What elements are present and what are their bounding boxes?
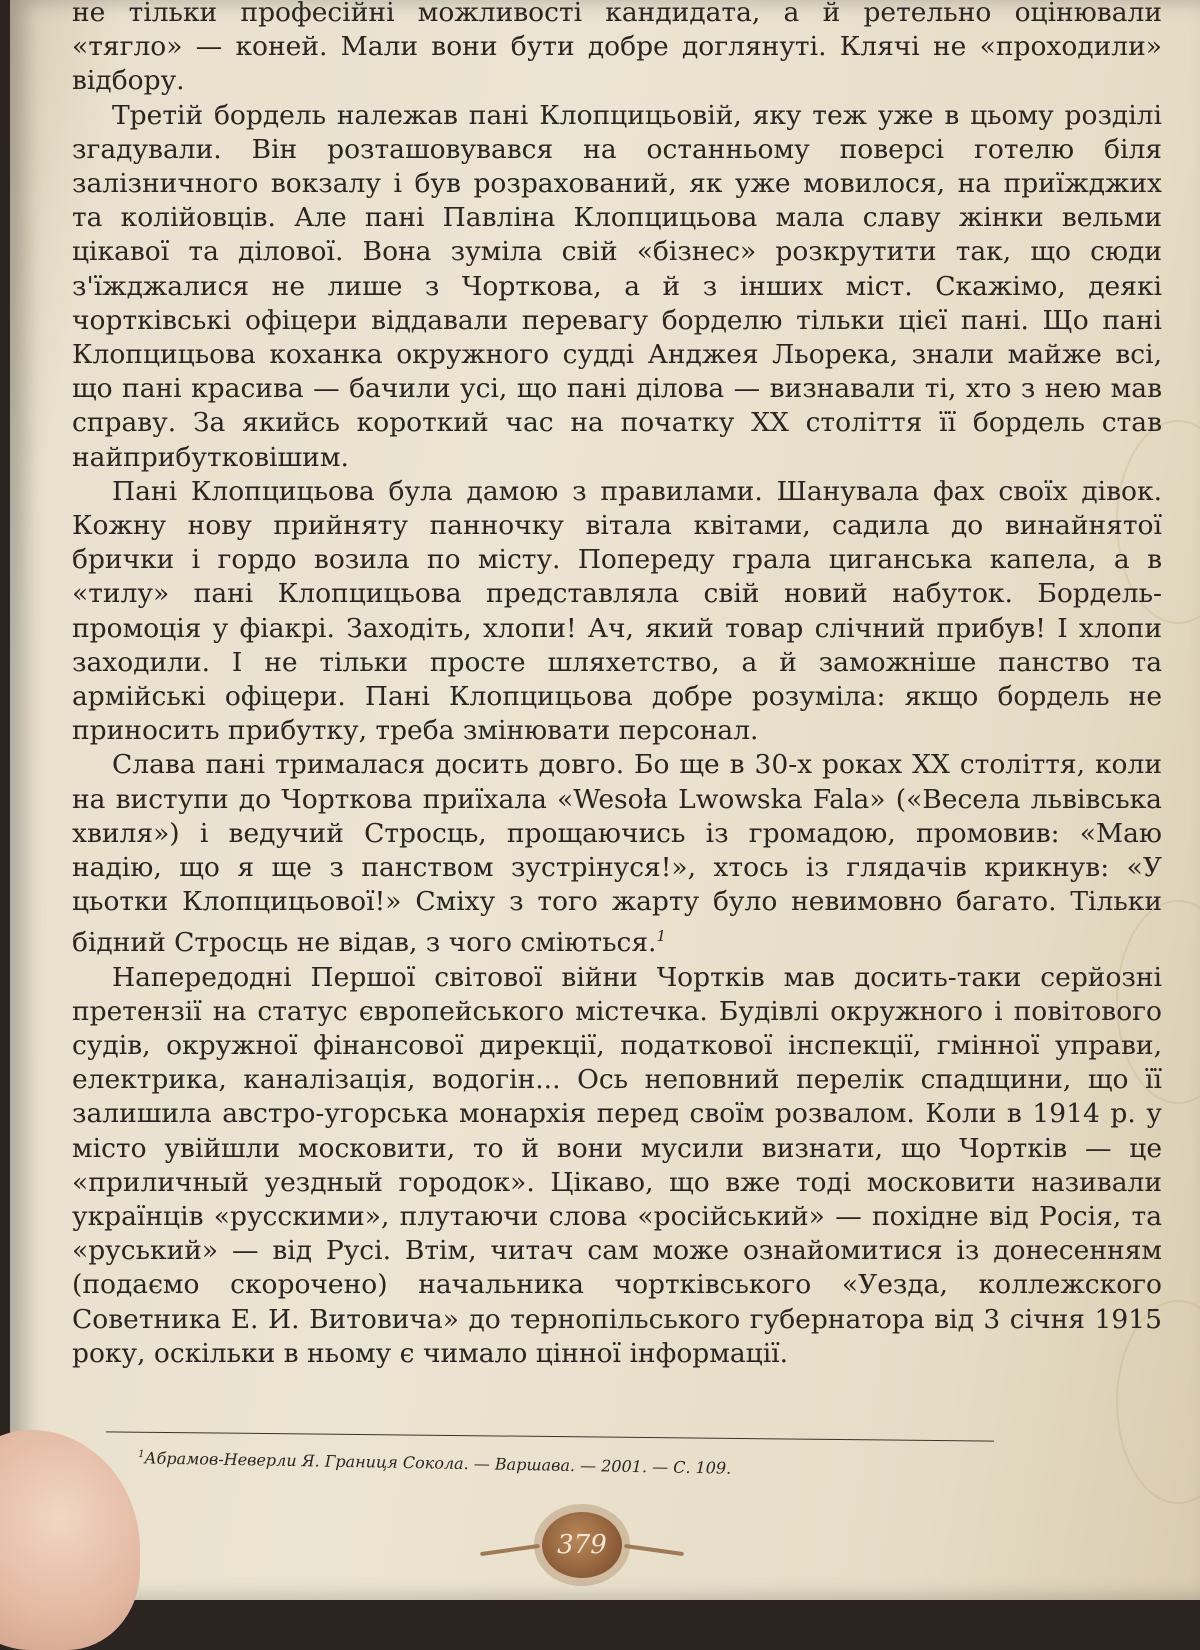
seal-ribbon-right (624, 1544, 684, 1556)
book-page (10, 0, 1200, 1600)
footnote-mark: 1 (138, 1448, 145, 1461)
seal-ribbon-left (480, 1544, 540, 1556)
footnote-divider (106, 1431, 994, 1441)
footnote-text: Абрамов-Неверли Я. Границя Сокола. — Варшава. — 2001. — С. 109. (144, 1448, 732, 1478)
footnote-reference[interactable]: 1 (656, 927, 667, 946)
paragraph: Пані Клопцицьова була дамою з правилами. Шанувала фах своїх дівок. Кожну нову прийняту панночку вітала квітами, садила до винайнятої брички і гордо возила по місту. Попереду грала циганська капела, а в «тилу» пані Клопцицьова представляла свій новий набуток. Бордель-промоція у фіакрі. Заходіть, хлопи! Ач, який товар слічний прибув! І хлопи заходили. І не тільки просте шляхетство, а й заможніше панство та армійські офіцери. Пані Клопцицьова добре розуміла: якщо бордель не приносить прибутку, треба змінювати персонал. (72, 475, 1162, 747)
page-number: 379 (557, 1530, 607, 1560)
page-number-seal (542, 1512, 622, 1578)
body-text (72, 0, 1162, 1371)
paragraph (72, 748, 1162, 960)
paragraph-text: Слава пані трималася досить довго. Бо ще в 30-х роках ХХ століття, коли на виступи до Чорткова приїхала «Wesoła Lwowska Fala» («Весела львівська хвиля») і ведучий Стросць, прощаючись із громадою, промовив: «Маю надію, що я ще з панством зустрінуся!», хтось із глядачів крикнув: «У цьотки Клопцицьової!» Сміху з того жарту було невимовно багато. Тільки бідний Стросць не відав, з чого сміються. (72, 749, 1162, 959)
paragraph: не тільки професійні можливості кандидата, а й ретельно оцінювали «тягло» — коней. Мали вони бути добре доглянуті. Клячі не «проходили» відбору. (72, 0, 1162, 97)
paragraph: Третій бордель належав пані Клопцицьовій, яку теж уже в цьому розділі згадували. Він розташовувався на останньому поверсі готелю біля залізничного вокзалу і був розрахований, як уже мовилося, на приїжджих та колійовців. Але пані Павліна Клопцицьова мала славу жінки вельми цікавої та ділової. Вона зуміла свій «бізнес» розкрутити так, що сюди з'їжджалися не лише з Чорткова, а й з інших міст. Скажімо, деякі чортківські офіцери віддавали перевагу борделю тільки цієї пані. Що пані Клопцицьова коханка окружного судді Анджея Льорека, знали майже всі, що пані красива — бачили усі, що пані ділова — визнавали ті, хто з нею мав справу. За якийсь короткий час на початку ХХ століття її бордель став найприбутковішим. (72, 99, 1162, 473)
paragraph: Напередодні Першої світової війни Чортків мав досить-таки серйозні претензії на статус європейського містечка. Будівлі окружного і повітового судів, окружної фінансової дирекції, податкової інспекції, гмінної управи, електрика, каналізація, водогін... Ось неповний перелік спадщини, що її залишила австро-угорська монархія перед своїм розвалом. Коли в 1914 р. у місто увійшли московити, то й вони мусили визнати, що Чортків — це «приличный уездный городок». Цікаво, що вже тоді московити називали українців «русскими», плутаючи слова «російський» — похідне від Росія, та «руський» — від Русі. Втім, читач сам може ознайомитися із донесенням (подаємо скорочено) начальника чортківського «Уезда, коллежского Советника Е. И. Витовича» до тернопільського губернатора від 3 січня 1915 року, оскільки в ньому є чимало цінної інформації. (72, 961, 1162, 1369)
footnote (138, 1448, 1018, 1482)
